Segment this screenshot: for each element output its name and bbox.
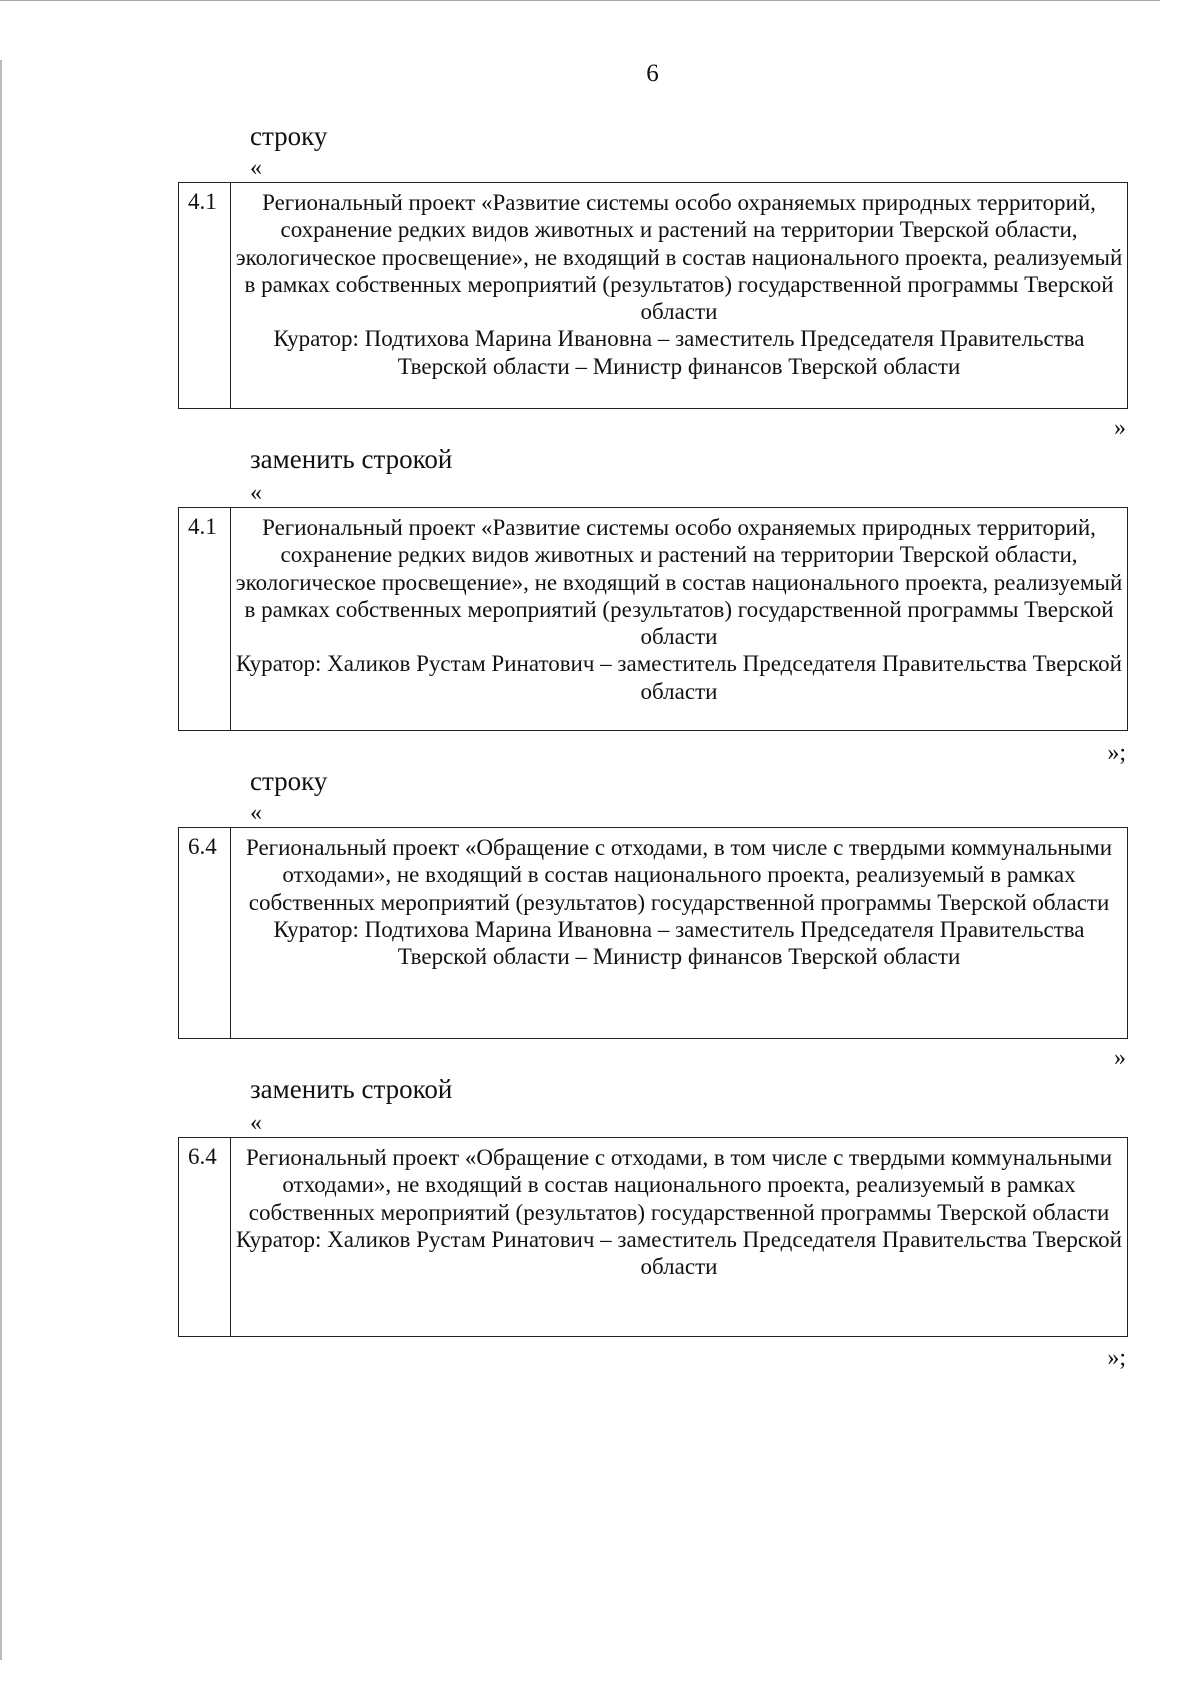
block-2-description: Региональный проект «Развитие системы особо охраняемых природных территорий, сохранение редких видов животных и растений на территории Тверской области, экологическое просвещение», не входящий в состав национального проекта, реализуемый в рамках собственных мероприятий (результатов) государственной программы Тверской области bbox=[235, 515, 1123, 650]
block-2-close-quote: »; bbox=[1107, 740, 1126, 766]
block-3-curator: Куратор: Подтихова Марина Ивановна – заместитель Председателя Правительства Тверской области – Министр финансов Тверской области bbox=[273, 916, 1085, 970]
block-2-label: заменить строкой bbox=[250, 444, 453, 474]
block-4-open-quote: « bbox=[250, 1110, 262, 1136]
block-3-label: строку bbox=[250, 766, 328, 796]
block-4-row-text bbox=[231, 1138, 1127, 1336]
block-1-open-quote: « bbox=[250, 155, 262, 181]
block-2-open-quote: « bbox=[250, 480, 262, 506]
block-2-row-text bbox=[231, 508, 1127, 730]
scan-edge-left bbox=[0, 60, 2, 1660]
page-number: 6 bbox=[646, 60, 659, 87]
block-4-row-number: 6.4 bbox=[179, 1138, 231, 1336]
block-3-open-quote: « bbox=[250, 800, 262, 826]
block-4-curator: Куратор: Халиков Рустам Ринатович – заместитель Председателя Правительства Тверской области bbox=[236, 1226, 1122, 1280]
block-4-table-row bbox=[178, 1137, 1128, 1337]
block-1-close-quote: » bbox=[1114, 415, 1126, 441]
block-1-row-number: 4.1 bbox=[179, 183, 231, 408]
block-1-description: Региональный проект «Развитие системы особо охраняемых природных территорий, сохранение редких видов животных и растений на территории Тверской области, экологическое просвещение», не входящий в состав национального проекта, реализуемый в рамках собственных мероприятий (результатов) государственной программы Тверской области bbox=[235, 190, 1123, 325]
block-2-table-row bbox=[178, 507, 1128, 731]
block-4-description: Региональный проект «Обращение с отходами, в том числе с твердыми коммунальными отходами», не входящий в состав национального проекта, реализуемый в рамках собственных мероприятий (результатов) государственной программы Тверской области bbox=[245, 1145, 1112, 1225]
block-3-table-row bbox=[178, 827, 1128, 1039]
block-2-curator: Куратор: Халиков Рустам Ринатович – заместитель Председателя Правительства Тверской области bbox=[236, 651, 1122, 704]
block-3-row-number: 6.4 bbox=[179, 828, 231, 1038]
block-4-label: заменить строкой bbox=[250, 1074, 453, 1104]
block-1-table-row bbox=[178, 182, 1128, 409]
block-4-close-quote: »; bbox=[1107, 1345, 1126, 1371]
block-1-row-text bbox=[231, 183, 1127, 408]
scan-edge-top bbox=[0, 0, 1160, 1]
block-2-row-number: 4.1 bbox=[179, 508, 231, 730]
block-3-description: Региональный проект «Обращение с отходами, в том числе с твердыми коммунальными отходами», не входящий в состав национального проекта, реализуемый в рамках собственных мероприятий (результатов) государственной программы Тверской области bbox=[245, 835, 1112, 915]
block-3-close-quote: » bbox=[1114, 1045, 1126, 1071]
block-1-label: строку bbox=[250, 121, 328, 151]
block-3-row-text bbox=[231, 828, 1127, 1038]
block-1-curator: Куратор: Подтихова Марина Ивановна – заместитель Председателя Правительства Тверской области – Министр финансов Тверской области bbox=[273, 326, 1085, 379]
